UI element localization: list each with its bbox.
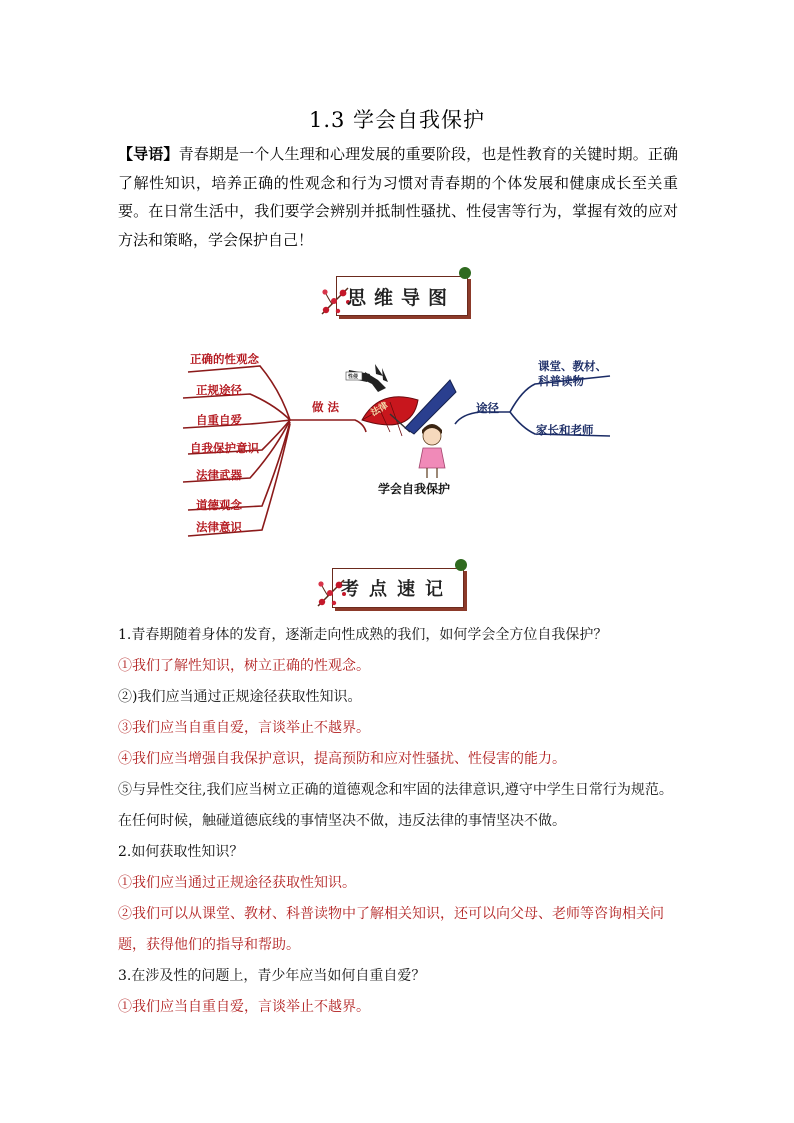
question: 1.青春期随着身体的发育，逐渐走向性成熟的我们，如何学会全方位自我保护？ xyxy=(118,627,608,643)
mm-left-branch: 做 法 xyxy=(312,400,340,414)
mm-center-label: 学会自我保护 xyxy=(378,482,451,496)
answer: ①我们了解性知识，树立正确的性观念。 xyxy=(118,658,370,674)
key-points-list xyxy=(118,620,678,1023)
mm-left-item: 法律意识 xyxy=(196,520,242,534)
mm-left-item: 自我保护意识 xyxy=(190,441,259,455)
answer: ⑤与异性交往,我们应当树立正确的道德观念和牢固的法律意识,遵守中学生日常行为规范。在任何时候，触碰道德底线的事情坚决不做，违反法律的事情坚决不做。 xyxy=(118,782,673,829)
girl-icon xyxy=(419,424,445,478)
mm-right-item: 家长和老师 xyxy=(536,423,594,437)
umbrella-label: 法律 xyxy=(369,400,391,419)
intro-paragraph xyxy=(118,140,678,254)
mm-left-item: 正规途径 xyxy=(196,383,242,397)
answer: ②)我们应当通过正规途径获取性知识。 xyxy=(118,689,362,705)
question: 2.如何获取性知识？ xyxy=(118,844,244,860)
answer: ②我们可以从课堂、教材、科普读物中了解相关知识，还可以向父母、老师等咨询相关问题，获得他们的指导和帮助。 xyxy=(118,906,664,953)
mind-map xyxy=(150,340,650,540)
answer: ①我们应当自重自爱，言谈举止不越界。 xyxy=(118,999,370,1015)
banner-label: 考点速记 xyxy=(341,579,453,600)
mindmap-banner xyxy=(322,274,472,320)
intro-text: 青春期是一个人生理和心理发展的重要阶段，也是性教育的关键时期。正确了解性知识，培养正确的性观念和行为习惯对青春期的个体发展和健康成长至关重要。在日常生活中，我们要学会辨别并抵制性骚扰、性侵害等行为，掌握有效的应对方法和策略，学会保护自己！ xyxy=(118,145,678,249)
green-dot-icon xyxy=(455,559,467,571)
mm-right-branch: 途径 xyxy=(476,401,499,415)
banner-label: 思维导图 xyxy=(346,287,455,309)
answer: ①我们应当通过正规途径获取性知识。 xyxy=(118,875,356,891)
question: 3.在涉及性的问题上，青少年应当如何自重自爱？ xyxy=(118,968,426,984)
page-title: 1.3 学会自我保护 xyxy=(308,108,486,132)
green-dot-icon xyxy=(459,267,471,279)
mm-right-item: 课堂、教材、 xyxy=(538,359,607,373)
key-points-banner xyxy=(318,566,468,612)
mm-left-item: 自重自爱 xyxy=(196,413,242,427)
answer: ④我们应当增强自我保护意识，提高预防和应对性骚扰、性侵害的能力。 xyxy=(118,751,566,767)
mm-left-item: 正确的性观念 xyxy=(190,352,259,366)
answer: ③我们应当自重自爱，言谈举止不越界。 xyxy=(118,720,370,736)
hand-label: 性侵 xyxy=(348,374,359,380)
mm-left-item: 法律武器 xyxy=(196,468,242,482)
intro-lead: 【导语】 xyxy=(118,145,179,163)
mm-left-item: 道德观念 xyxy=(196,498,242,512)
mm-right-item: 科普读物 xyxy=(538,374,584,388)
